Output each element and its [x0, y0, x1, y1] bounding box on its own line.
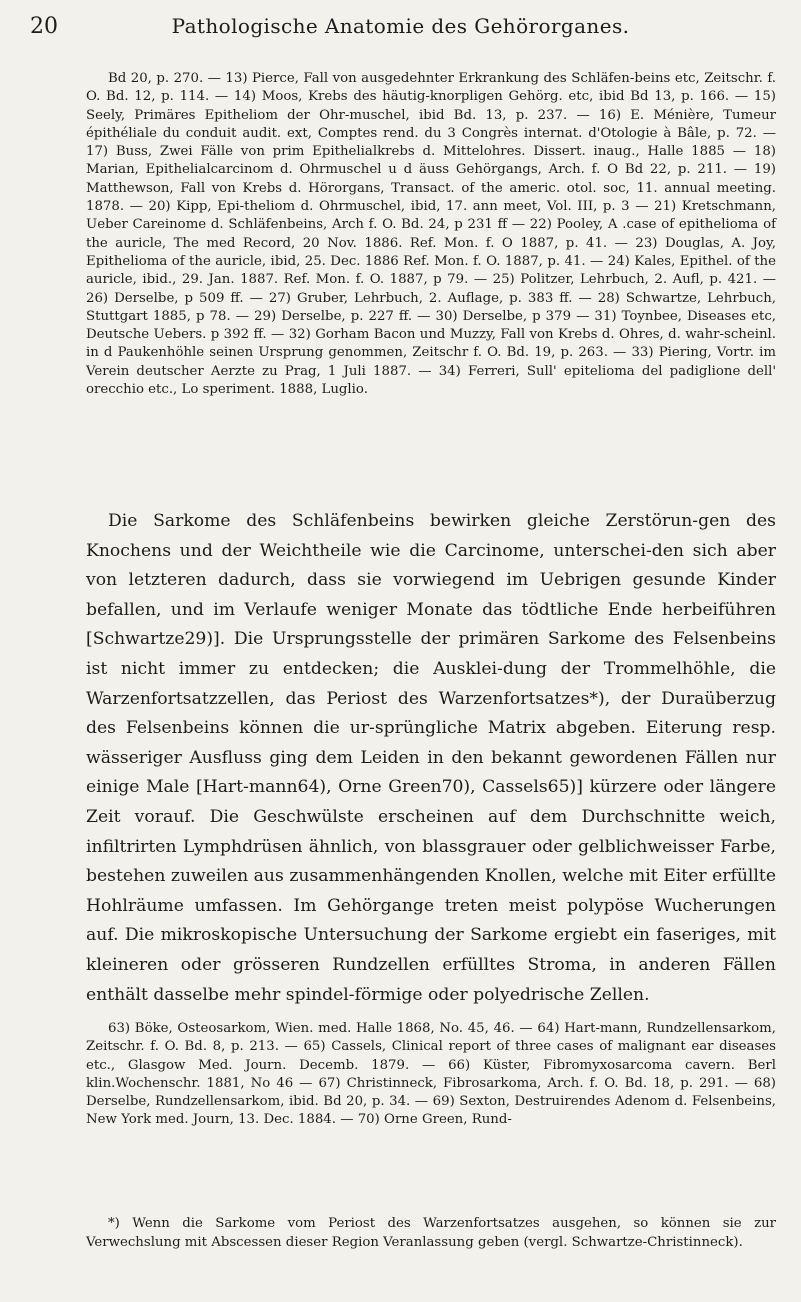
main-paragraph-text: Die Sarkome des Schläfenbeins bewirken gleiche Zerstörun-gen des Knochens und der Weichtheile wie die Carcinome, unterschei-den sich aber von letzteren dadurch, dass sie vorwiegend im Uebrigen gesunde Kinder befallen, und im Verlaufe weniger Monate das tödtliche Ende herbeiführen [Schwartze29)]. Die Ursprungsstelle der primären Sarkome des Felsenbeins ist nicht immer zu entdecken; die Ausklei-dung der Trommelhöhle, die Warzenfortsatzzellen, das Periost des Warzenfortsatzes*), der Duraüberzug des Felsenbeins können die ur-sprüngliche Matrix abgeben. Eiterung resp. wässeriger Ausfluss ging dem Leiden in den bekannt gewordenen Fällen nur einige Male [Hart-mann64), Orne Green70), Cassels65)] kürzere oder längere Zeit vorauf. Die Geschwülste erscheinen auf dem Durchschnitte weich, infiltrirten Lymphdrüsen ähnlich, von blassgrauer oder gelblichweisser Farbe, bestehen zuweilen aus zusammenhängenden Knollen, welche mit Eiter erfüllte Hohlräume umfassen. Im Gehörgange treten meist polypöse Wucherungen auf. Die mikroskopische Untersuchung der Sarkome ergiebt ein faseriges, mit kleineren oder grösseren Rundzellen erfülltes Stroma, in anderen Fällen enthält dasselbe mehr spindel-förmige oder polyedrische Zellen. [86, 511, 776, 1005]
footnote [86, 1215, 776, 1253]
references-bottom [86, 1020, 776, 1130]
references-bottom-text: 63) Böke, Osteosarkom, Wien. med. Halle 1868, No. 45, 46. — 64) Hart-mann, Rundzellensarkom, Zeitschr. f. O. Bd. 8, p. 213. — 65) Cassels, Clinical report of three cases of malignant ear diseases etc., Glasgow Med. Journ. Decemb. 1879. — 66) Küster, Fibromyxosarcoma cavern. Berl klin.Wochenschr. 1881, No 46 — 67) Christinneck, Fibrosarkoma, Arch. f. O. Bd. 18, p. 291. — 68) Derselbe, Rundzellensarkom, ibid. Bd 20, p. 34. — 69) Sexton, Destruirendes Adenom d. Felsenbeins, New York med. Journ, 13. Dec. 1884. — 70) Orne Green, Rund- [86, 1021, 776, 1128]
footnote-text: *) Wenn die Sarkome vom Periost des Warzenfortsatzes ausgehen, so können sie zur Verwechslung mit Abscessen dieser Region Veranlassung geben (vergl. Schwartze-Christinneck). [86, 1216, 776, 1250]
references-top [86, 70, 776, 399]
running-title: Pathologische Anatomie des Gehörorganes. [171, 14, 630, 38]
main-paragraph [86, 507, 776, 1010]
references-top-text: Bd 20, p. 270. — 13) Pierce, Fall von ausgedehnter Erkrankung des Schläfen-beins etc, Zeitschr. f. O. Bd. 12, p. 114. — 14) Moos, Krebs des häutig-knorpligen Gehörg. etc, ibid Bd 13, p. 166. — 15) Seely, Primäres Epitheliom der Ohr-muschel, ibid Bd. 13, p. 237. — 16) E. Ménière, Tumeur épithéliale du conduit audit. ext, Comptes rend. du 3 Congrès internat. d'Otologie à Bâle, p. 72. — 17) Buss, Zwei Fälle von prim Epithelialkrebs d. Mittelohres. Dissert. inaug., Halle 1885 — 18) Marian, Epithelialcarcinom d. Ohrmuschel u d äuss Gehörgangs, Arch. f. O Bd 22, p. 211. — 19) Matthewson, Fall von Krebs d. Hörorgans, Transact. of the americ. otol. soc, 11. annual meeting. 1878. — 20) Kipp, Epi-theliom d. Ohrmuschel, ibid, 17. ann meet, Vol. III, p. 3 — 21) Kretschmann, Ueber Careinome d. Schläfenbeins, Arch f. O. Bd. 24, p 231 ff — 22) Pooley, A .case of epithelioma of the auricle, The med Record, 20 Nov. 1886. Ref. Mon. f. O 1887, p. 41. — 23) Douglas, A. Joy, Epithelioma of the auricle, ibid, 25. Dec. 1886 Ref. Mon. f. O. 1887, p. 41. — 24) Kales, Epithel. of the auricle, ibid., 29. Jan. 1887. Ref. Mon. f. O. 1887, p 79. — 25) Politzer, Lehrbuch, 2. Aufl, p. 421. — 26) Derselbe, p 509 ff. — 27) Gruber, Lehrbuch, 2. Auflage, p. 383 ff. — 28) Schwartze, Lehrbuch, Stuttgart 1885, p 78. — 29) Derselbe, p. 227 ff. — 30) Derselbe, p 379 — 31) Toynbee, Diseases etc, Deutsche Uebers. p 392 ff. — 32) Gorham Bacon und Muzzy, Fall von Krebs d. Ohres, d. wahr-scheinl. in d Paukenhöhle seinen Ursprung genommen, Zeitschr f. O. Bd. 19, p. 263. — 33) Piering, Vortr. im Verein deutscher Aerzte zu Prag, 1 Juli 1887. — 34) Ferreri, Sull' epitelioma del padiglione dell' orecchio etc., Lo speriment. 1888, Luglio. [86, 71, 776, 398]
page-number: 20 [30, 14, 58, 39]
